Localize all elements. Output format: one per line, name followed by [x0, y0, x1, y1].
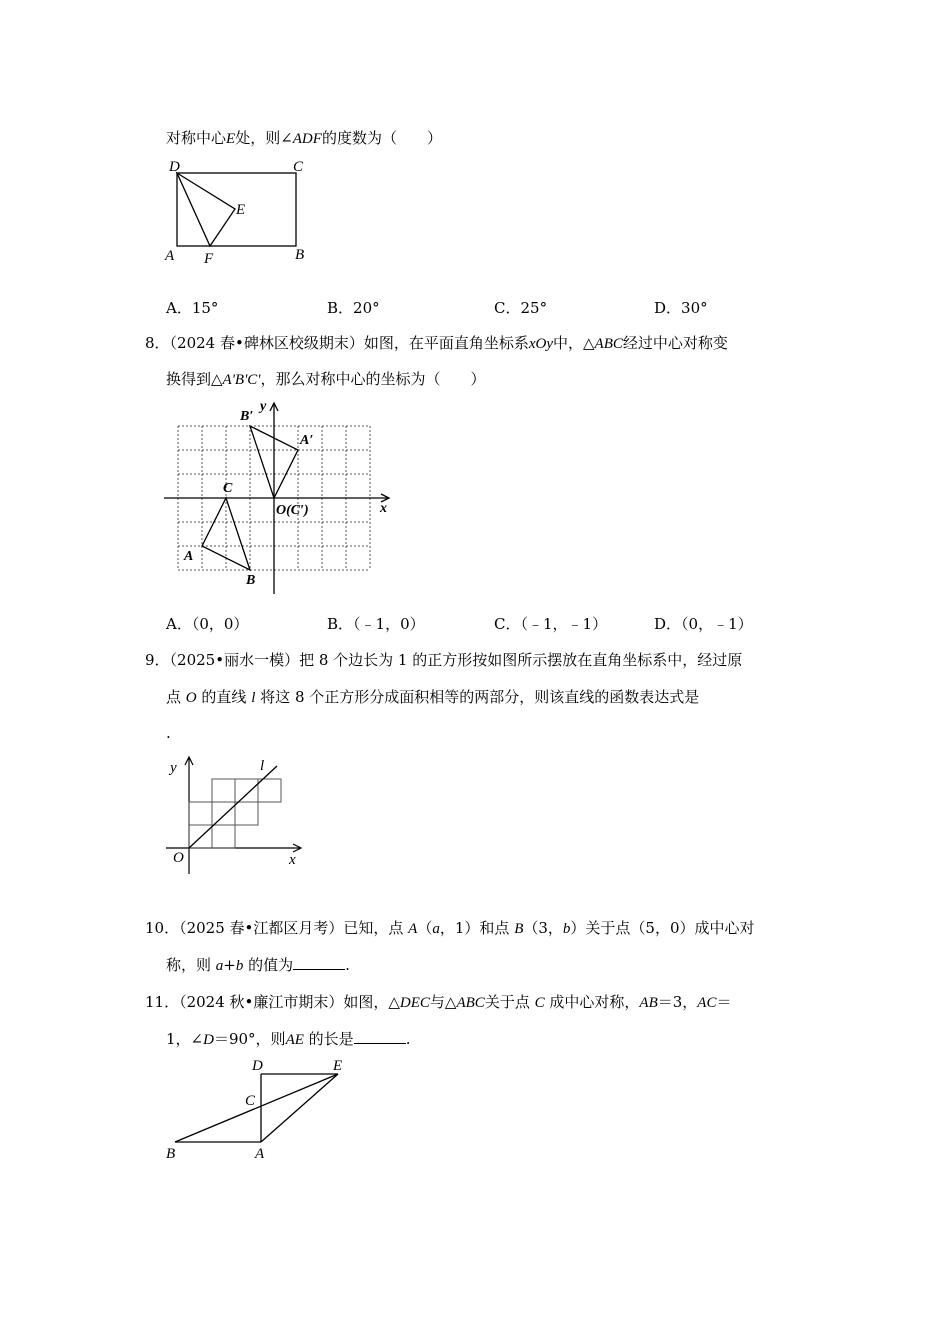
line-l	[189, 766, 277, 848]
q8-option-d: D．（0，﹣1）	[654, 615, 753, 633]
q8-option-b: B．（﹣1，0）	[327, 615, 425, 633]
label-o: O	[173, 850, 184, 866]
q11-line-2: 1，∠D＝90°，则AE 的长是 .	[166, 1030, 411, 1048]
answer-blank[interactable]	[354, 1029, 406, 1044]
q10-line-2: 称，则 a+b 的值为 .	[166, 956, 350, 974]
q7-option-d: D．30°	[654, 299, 708, 317]
q11-figure	[160, 1055, 360, 1165]
q7-option-b: B．20°	[327, 299, 380, 317]
q9-line-2: 点 O 的直线 l 将这 8 个正方形分成面积相等的两部分，则该直线的函数表达式是	[166, 688, 700, 706]
q9-line-1: 9．（2025•丽水一模）把 8 个边长为 1 的正方形按如图所示摆放在直角坐标系中，经过原	[145, 651, 743, 669]
q8-line-2: 换得到△A'B'C'，那么对称中心的坐标为（ ）	[166, 370, 486, 388]
label-c: C	[293, 159, 304, 175]
label-a: A	[184, 549, 194, 564]
q8-line-1: 8．（2024 春•碑林区校级期末）如图，在平面直角坐标系xOy中，△ABC经过中心对称变	[145, 334, 728, 352]
label-a: A	[165, 248, 175, 264]
q9-line-3: .	[166, 724, 171, 742]
label-f: F	[204, 251, 214, 267]
label-x: x	[380, 501, 387, 516]
q7-option-c: C．25°	[494, 299, 548, 317]
label-e: E	[333, 1058, 343, 1074]
label-y: y	[170, 760, 177, 776]
segment-be	[175, 1074, 338, 1142]
q10-line-1: 10．（2025 春•江都区月考）已知，点 A（a，1）和点 B（3，b）关于点（5，0）成中心对	[145, 919, 755, 937]
label-o-c-prime: O(C′)	[276, 503, 309, 518]
label-b: B	[295, 247, 305, 263]
label-b: B	[246, 573, 256, 588]
label-d: D	[252, 1058, 263, 1074]
label-b: B	[166, 1146, 176, 1162]
label-x: x	[289, 852, 296, 868]
triangle-dfe	[177, 173, 235, 246]
label-a: A	[255, 1146, 265, 1162]
label-c: C	[245, 1093, 256, 1109]
q11-line-1: 11．（2024 秋•廉江市期末）如图，△DEC与△ABC关于点 C 成中心对称，AB＝3，AC＝	[145, 993, 732, 1011]
label-e: E	[236, 202, 246, 218]
label-c: C	[223, 481, 233, 496]
q8-figure	[160, 398, 400, 598]
q7-line-1: 对称中心E处，则∠ADF的度数为（ ）	[166, 129, 442, 147]
q9-figure	[162, 754, 312, 884]
label-b-prime: B′	[240, 409, 254, 424]
label-y: y	[260, 399, 267, 414]
q8-option-a: A．（0，0）	[166, 615, 249, 633]
label-d: D	[169, 159, 180, 175]
q8-option-c: C．（﹣1，﹣1）	[494, 615, 608, 633]
q7-figure	[160, 155, 320, 265]
label-l: l	[260, 758, 265, 774]
answer-blank[interactable]	[293, 955, 345, 970]
segment-ae	[261, 1074, 338, 1142]
q7-option-a: A．15°	[166, 299, 219, 317]
label-a-prime: A′	[300, 433, 314, 448]
